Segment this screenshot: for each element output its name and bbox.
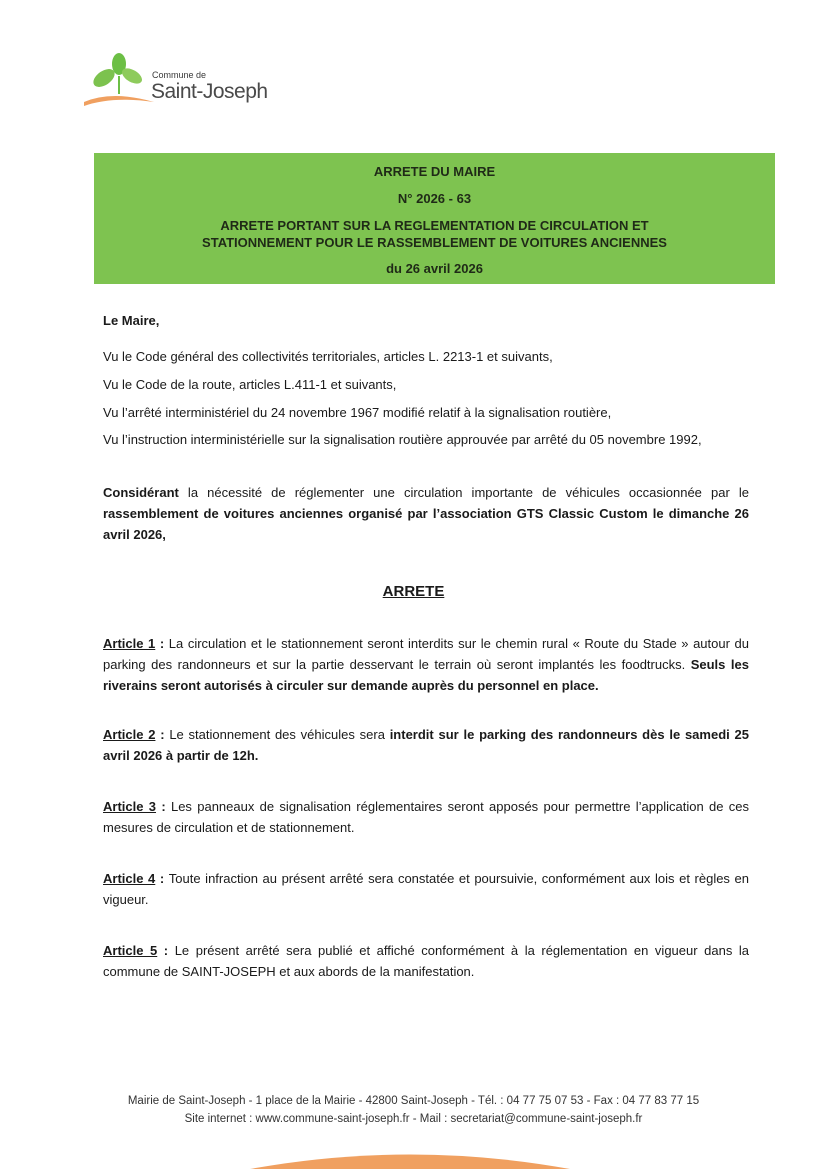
article-5-sep: : <box>157 943 175 958</box>
footer-arc-decoration <box>250 1146 570 1169</box>
considerant-word: Considérant <box>103 485 179 500</box>
article-1-text: La circulation et le stationnement seront interdits sur le chemin rural « Route du Stade » autour du parking des randonneurs et sur la partie desservant le terrain où seront implantés les foodtrucks. <box>103 636 749 672</box>
considerant-paragraph <box>103 482 749 545</box>
leaf-logo-icon <box>82 50 162 120</box>
article-3-text: Les panneaux de signalisation réglementaires seront apposés pour permettre l’application de ces mesures de circulation et de stationnement. <box>103 799 749 835</box>
article-3 <box>103 796 749 838</box>
header-line-5: du 26 avril 2026 <box>386 261 483 276</box>
commune-logo <box>82 50 282 120</box>
header-banner <box>94 153 775 284</box>
article-5 <box>103 940 749 982</box>
vu-line-3: Vu l’arrêté interministériel du 24 novembre 1967 modifié relatif à la signalisation routière, <box>103 405 612 420</box>
considerant-bold-text: rassemblement de voitures anciennes organisé par l’association GTS Classic Custom le dimanche 26 avril 2026, <box>103 506 749 542</box>
article-5-text: Le présent arrêté sera publié et affiché conformément à la réglementation en vigueur dans la commune de SAINT-JOSEPH et aux abords de la manifestation. <box>103 943 749 979</box>
article-1-bold-text: Seuls les riverains seront autorisés à circuler sur demande auprès du personnel en place. <box>103 657 749 693</box>
header-line-2: N° 2026 - 63 <box>397 191 472 206</box>
header-line-1: ARRETE DU MAIRE <box>373 164 496 179</box>
considerant-text: la nécessité de réglementer une circulation importante de véhicules occasionnée par le <box>178 485 749 500</box>
article-5-label: Article 5 <box>103 943 158 958</box>
article-3-label: Article 3 <box>103 799 157 814</box>
logo-small-text: Commune de <box>152 70 207 80</box>
footer-address: Mairie de Saint-Joseph - 1 place de la Mairie - 42800 Saint-Joseph - Tél. : 04 77 75 07 53 - Fax : 04 77 83 77 15 <box>127 1095 700 1107</box>
article-3-sep: : <box>156 799 171 814</box>
article-4-sep: : <box>155 871 169 886</box>
article-1 <box>103 633 749 696</box>
article-2-label: Article 2 <box>103 727 156 742</box>
vu-line-2: Vu le Code de la route, articles L.411-1 et suivants, <box>103 377 397 392</box>
article-1-label: Article 1 <box>103 636 156 651</box>
header-line-4: STATIONNEMENT POUR LE RASSEMBLEMENT DE VOITURES ANCIENNES <box>202 235 667 250</box>
article-4-text: Toute infraction au présent arrêté sera constatée et poursuivie, conformément aux lois et règles en vigueur. <box>103 871 749 907</box>
article-4-label: Article 4 <box>103 871 156 886</box>
vu-line-4: Vu l’instruction interministérielle sur la signalisation routière approuvée par arrêté du 05 novembre 1992, <box>103 432 702 447</box>
le-maire: Le Maire, <box>103 313 160 328</box>
article-1-sep: : <box>155 636 169 651</box>
article-2-bold-text: interdit sur le parking des randonneurs dès le samedi 25 avril 2026 à partir de 12h. <box>103 727 749 763</box>
logo-big-text: Saint-Joseph <box>151 80 268 103</box>
arrete-title: ARRETE <box>382 583 445 600</box>
article-2-text: Le stationnement des véhicules sera <box>169 727 390 742</box>
footer-contact: Site internet : www.commune-saint-joseph.fr - Mail : secretariat@commune-saint-joseph.fr <box>184 1113 643 1125</box>
article-2-sep: : <box>155 727 170 742</box>
article-2 <box>103 724 749 766</box>
article-4 <box>103 868 749 910</box>
vu-line-1: Vu le Code général des collectivités territoriales, articles L. 2213-1 et suivants, <box>103 349 553 364</box>
header-line-3: ARRETE PORTANT SUR LA REGLEMENTATION DE CIRCULATION ET <box>220 218 649 233</box>
